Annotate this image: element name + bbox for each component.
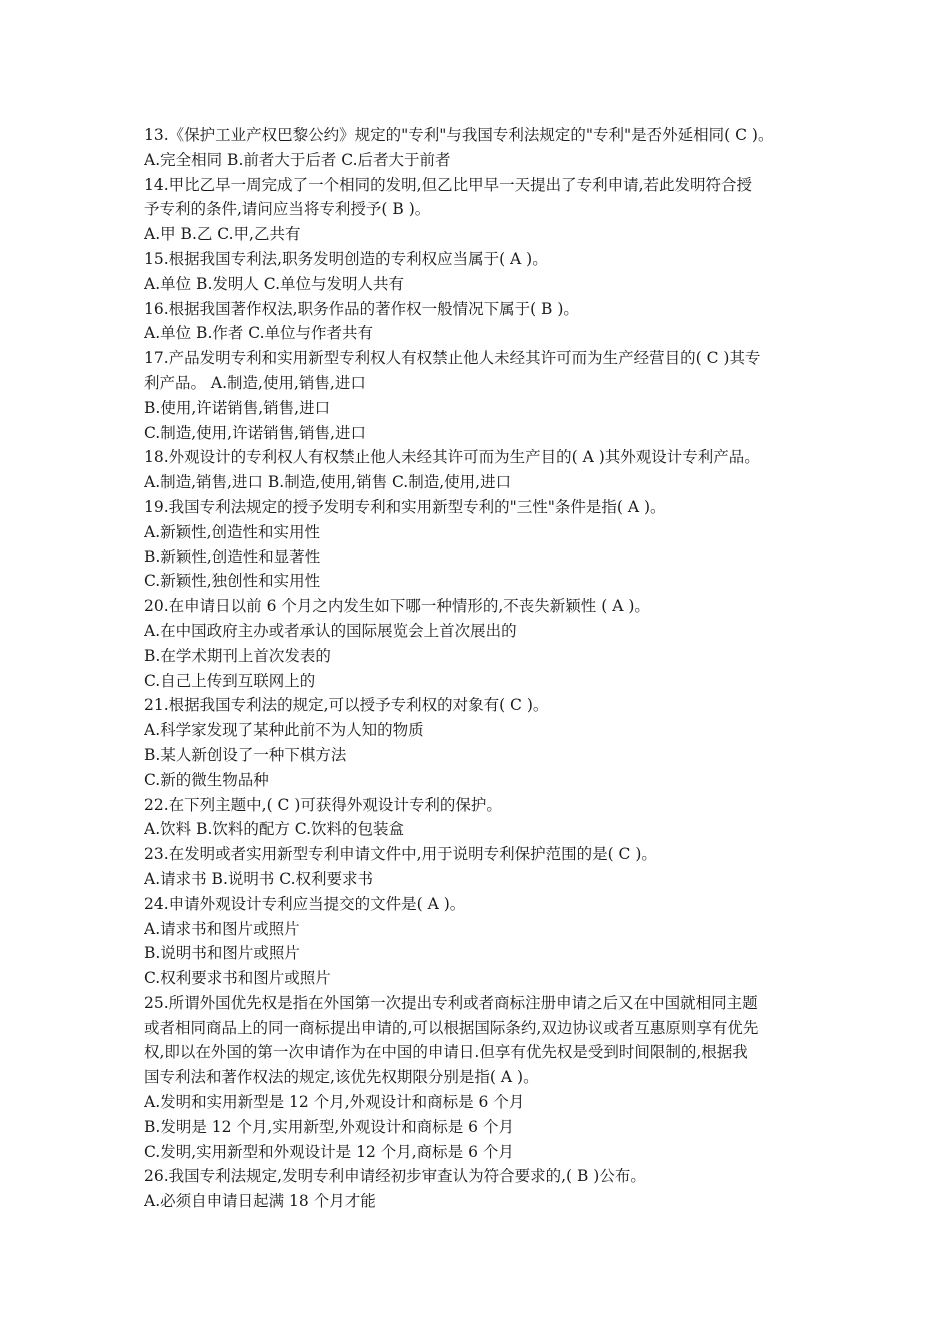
text-line: B.发明是 12 个月,实用新型,外观设计和商标是 6 个月 [144,1117,514,1136]
text-line: C.制造,使用,许诺销售,销售,进口 [144,423,366,442]
text-line: A.甲 B.乙 C.甲,乙共有 [144,225,301,244]
text-line: A.单位 B.作者 C.单位与作者共有 [144,324,374,343]
text-line: 予专利的条件,请问应当将专利授予( B )。 [144,200,431,219]
text-line: B.使用,许诺销售,销售,进口 [144,398,331,417]
text-line: 19.我国专利法规定的授予发明专利和实用新型专利的"三性"条件是指( A )。 [144,497,666,516]
text-line: 26.我国专利法规定,发明专利申请经初步审查认为符合要求的,( B )公布。 [144,1167,646,1186]
text-line: A.单位 B.发明人 C.单位与发明人共有 [144,274,405,293]
text-line: A.完全相同 B.前者大于后者 C.后者大于前者 [144,150,451,169]
text-line: 国专利法和著作权法的规定,该优先权期限分别是指( A )。 [144,1068,539,1087]
text-line: B.在学术期刊上首次发表的 [144,646,331,665]
text-line: A.饮料 B.饮料的配方 C.饮料的包装盒 [144,820,405,839]
text-line: B.新颖性,创造性和显著性 [144,547,321,566]
text-line: A.请求书 B.说明书 C.权利要求书 [144,869,374,888]
text-line: 23.在发明或者实用新型专利申请文件中,用于说明专利保护范围的是( C )。 [144,845,657,864]
text-line: A.科学家发现了某种此前不为人知的物质 [144,721,424,740]
text-line: C.发明,实用新型和外观设计是 12 个月,商标是 6 个月 [144,1142,514,1161]
text-line: A.请求书和图片或照片 [144,919,300,938]
text-line: A.发明和实用新型是 12 个月,外观设计和商标是 6 个月 [144,1093,525,1112]
text-line: B.说明书和图片或照片 [144,944,300,963]
text-line: A.必须自申请日起满 18 个月才能 [144,1192,376,1211]
text-line: 或者相同商品上的同一商标提出申请的,可以根据国际条约,双边协议或者互惠原则享有优先 [144,1018,759,1037]
text-line: 20.在申请日以前 6 个月之内发生如下哪一种情形的,不丧失新颖性 ( A )。 [144,597,650,616]
text-line: 24.申请外观设计专利应当提交的文件是( A )。 [144,894,466,913]
text-line: 14.甲比乙早一周完成了一个相同的发明,但乙比甲早一天提出了专利申请,若此发明符合授 [144,175,753,194]
text-line: 22.在下列主题中,( C )可获得外观设计专利的保护。 [144,795,502,814]
text-line: C.新颖性,独创性和实用性 [144,572,321,591]
text-line: 17.产品发明专利和实用新型专利权人有权禁止他人未经其许可而为生产经营目的( C )其专 [144,349,761,368]
question-text-block [144,123,816,1214]
text-line: A.新颖性,创造性和实用性 [144,522,321,541]
text-line: 25.所谓外国优先权是指在外国第一次提出专利或者商标注册申请之后又在中国就相同主题 [144,993,758,1012]
text-line: 16.根据我国著作权法,职务作品的著作权一般情况下属于( B )。 [144,299,579,318]
text-line: 18.外观设计的专利权人有权禁止他人未经其许可而为生产目的( A )其外观设计专利产品。 [144,448,760,467]
text-line: 利产品。 A.制造,使用,销售,进口 [144,373,366,392]
text-line: B.某人新创设了一种下棋方法 [144,745,347,764]
text-line: A.在中国政府主办或者承认的国际展览会上首次展出的 [144,621,517,640]
text-line: 15.根据我国专利法,职务发明创造的专利权应当属于( A )。 [144,249,548,268]
text-line: 21.根据我国专利法的规定,可以授予专利权的对象有( C )。 [144,696,549,715]
text-line: 权,即以在外国的第一次申请作为在中国的申请日.但享有优先权是受到时间限制的,根据我 [144,1043,748,1062]
text-line: A.制造,销售,进口 B.制造,使用,销售 C.制造,使用,进口 [144,473,512,492]
text-line: C.自己上传到互联网上的 [144,671,316,690]
text-line: 13.《保护工业产权巴黎公约》规定的"专利"与我国专利法规定的"专利"是否外延相同( C )。 [144,126,774,144]
text-line: C.权利要求书和图片或照片 [144,969,331,988]
text-line: C.新的微生物品种 [144,770,269,789]
